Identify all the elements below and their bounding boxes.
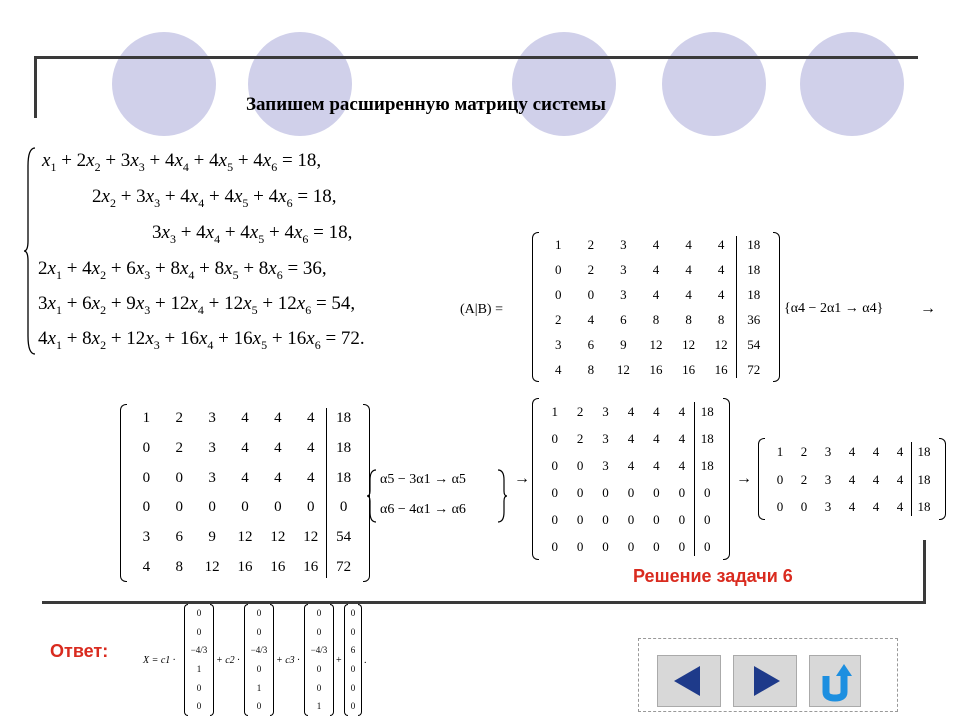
matrix-cell: 8 (685, 312, 692, 328)
vector-cell: −4/3 (310, 645, 328, 656)
matrix-cell: 9 (620, 337, 627, 353)
matrix-cell: 12 (714, 337, 728, 353)
matrix-cell: 0 (208, 499, 216, 516)
frame-left-line (34, 56, 37, 118)
matrix-cell: 0 (339, 499, 348, 516)
operation-2-brace-right (496, 468, 508, 524)
matrix-cell: 2 (175, 439, 184, 456)
vector-cell: 0 (316, 607, 322, 618)
matrix-cell: 12 (237, 528, 253, 545)
arrow-1: → (920, 300, 936, 317)
matrix-cell: 4 (848, 498, 856, 514)
matrix-cell: 18 (917, 444, 931, 460)
matrix-cell: 4 (896, 471, 904, 487)
matrix-cell: 4 (848, 444, 856, 460)
matrix-cell: 16 (649, 362, 663, 378)
vector-cell: −4/3 (250, 645, 268, 656)
vector-cell: 0 (256, 607, 262, 618)
matrix-cell: 2 (576, 431, 584, 447)
matrix-cell: 3 (208, 439, 216, 456)
solution-label: Решение задачи 6 (633, 566, 793, 586)
matrix-cell: 0 (551, 485, 558, 501)
matrix-cell: 4 (896, 444, 904, 460)
equation-5: $3x_1 + 6x_2 + 9x_3 + 12x_4 + 12x_5 + 12x_6 = 54$, (38, 293, 356, 317)
matrix-cell: 4 (652, 262, 660, 278)
vector-cell: 0 (196, 682, 202, 693)
vector-cell: −4/3 (190, 645, 208, 656)
matrix-cell: 18 (700, 404, 714, 420)
matrix-cell: 0 (576, 485, 584, 501)
matrix-cell: 18 (700, 458, 714, 474)
vector-cell: 0 (196, 626, 202, 637)
matrix-cell: 4 (306, 439, 315, 456)
matrix-cell: 0 (800, 498, 808, 514)
matrix-cell: 0 (653, 485, 660, 501)
decor-circle-3 (512, 32, 616, 136)
vector-cell: 0 (350, 663, 356, 674)
matrix-cell: 4 (627, 404, 635, 420)
matrix-cell: 0 (627, 539, 635, 555)
matrix-cell: 18 (747, 237, 761, 253)
matrix-cell: 12 (303, 528, 319, 545)
matrix-cell: 72 (747, 362, 761, 378)
matrix-cell: 9 (208, 528, 216, 545)
system-brace (23, 146, 37, 356)
vector-cell: 0 (350, 626, 356, 637)
matrix-cell: 4 (652, 237, 660, 253)
matrix-cell: 4 (678, 431, 686, 447)
matrix-cell: 8 (652, 312, 660, 328)
matrix-cell: 0 (142, 439, 151, 456)
answer-plus-c2: + c2 · (216, 655, 240, 666)
decor-circle-1 (112, 32, 216, 136)
matrix-cell: 0 (653, 512, 660, 528)
matrix-cell: 4 (685, 287, 692, 303)
matrix-cell: 0 (678, 539, 686, 555)
matrix-cell: 0 (602, 512, 609, 528)
matrix-cell: 2 (587, 262, 595, 278)
vector-cell: 0 (350, 701, 356, 712)
matrix-cell: 0 (576, 539, 584, 555)
matrix-4 (758, 438, 946, 520)
forward-button[interactable] (733, 655, 797, 707)
equation-1: $x_1 + 2x_2 + 3x_3 + 4x_4 + 4x_5 + 4x_6 = 18$, (42, 150, 322, 174)
matrix-cell: 3 (602, 431, 609, 447)
matrix-cell: 0 (704, 512, 711, 528)
matrix-cell: 0 (175, 469, 184, 486)
matrix-cell: 0 (142, 499, 151, 516)
matrix-cell: 4 (142, 558, 151, 575)
matrix-cell: 4 (241, 439, 249, 456)
matrix-cell: 4 (627, 458, 635, 474)
matrix-cell: 4 (685, 237, 692, 253)
matrix-cell: 1 (776, 444, 784, 460)
matrix-cell: 0 (704, 539, 711, 555)
matrix-cell: 0 (576, 512, 584, 528)
matrix-cell: 4 (627, 431, 635, 447)
matrix-cell: 12 (616, 362, 630, 378)
matrix-cell: 0 (555, 262, 562, 278)
matrix-cell: 3 (208, 410, 216, 427)
matrix-cell: 3 (620, 287, 627, 303)
matrix-cell: 4 (848, 471, 856, 487)
matrix-cell: 3 (824, 498, 832, 514)
vector-cell: 0 (316, 663, 322, 674)
matrix-cell: 4 (896, 498, 904, 514)
matrix-cell: 0 (602, 539, 609, 555)
matrix-cell: 4 (555, 362, 562, 378)
matrix-cell: 12 (682, 337, 696, 353)
matrix-cell: 4 (653, 404, 660, 420)
matrix-cell: 0 (274, 499, 282, 516)
matrix-cell: 0 (551, 431, 558, 447)
matrix-cell: 1 (555, 237, 562, 253)
matrix-cell: 0 (704, 485, 711, 501)
decor-circle-5 (800, 32, 904, 136)
matrix-cell: 2 (800, 444, 808, 460)
matrix-cell: 3 (208, 469, 216, 486)
back-button[interactable] (657, 655, 721, 707)
vector-cell: 0 (256, 626, 262, 637)
operation-2a: α5 − 3α1 → α5 (380, 472, 466, 487)
matrix-cell: 0 (627, 485, 635, 501)
matrix-cell: 4 (587, 312, 595, 328)
matrix-cell: 3 (620, 237, 627, 253)
matrix-cell: 16 (682, 362, 696, 378)
matrix-cell: 0 (555, 287, 562, 303)
answer-vector-1 (184, 604, 214, 716)
matrix-cell: 16 (714, 362, 728, 378)
matrix-cell: 0 (602, 485, 609, 501)
frame-bottom-line (42, 601, 926, 604)
matrix-cell: 8 (175, 558, 184, 575)
vector-cell: 1 (316, 701, 322, 712)
operation-2-brace (366, 468, 378, 524)
matrix-cell: 8 (717, 312, 725, 328)
matrix-cell: 4 (872, 498, 880, 514)
matrix-cell: 16 (270, 558, 286, 575)
answer-vector-2 (244, 604, 274, 716)
matrix-cell: 0 (551, 539, 558, 555)
matrix-cell: 4 (274, 439, 282, 456)
matrix-cell: 18 (747, 262, 761, 278)
arrow-right-icon (734, 656, 796, 706)
matrix-cell: 4 (872, 471, 880, 487)
answer-plus: + (336, 655, 342, 666)
matrix-cell: 18 (336, 410, 352, 427)
decor-circle-2 (248, 32, 352, 136)
matrix-cell: 4 (306, 410, 315, 427)
answer-plus-c3: + c3 · (276, 655, 300, 666)
vector-cell: 0 (350, 607, 356, 618)
matrix-cell: 18 (336, 439, 352, 456)
matrix-cell: 4 (678, 404, 686, 420)
matrix-cell: 8 (587, 362, 595, 378)
vector-cell: 1 (256, 682, 262, 693)
matrix-cell: 3 (824, 471, 832, 487)
vector-cell: 0 (316, 682, 322, 693)
answer-period: . (364, 655, 367, 666)
matrix-cell: 3 (142, 528, 151, 545)
matrix-cell: 4 (241, 469, 249, 486)
matrix-cell: 3 (824, 444, 832, 460)
matrix-cell: 0 (776, 471, 784, 487)
matrix-cell: 4 (678, 458, 686, 474)
matrix-cell: 36 (747, 312, 761, 328)
matrix-cell: 0 (551, 512, 558, 528)
matrix-cell: 1 (142, 410, 151, 427)
matrix-cell: 12 (204, 558, 220, 575)
matrix-cell: 18 (917, 498, 931, 514)
matrix-cell: 0 (776, 498, 784, 514)
matrix-cell: 4 (274, 410, 282, 427)
matrix-cell: 0 (587, 287, 595, 303)
matrix-cell: 2 (587, 237, 595, 253)
nav-panel (638, 638, 898, 712)
matrix-cell: 4 (274, 469, 282, 486)
answer-vector-3 (304, 604, 334, 716)
ab-label: (A|B) = (460, 302, 503, 317)
matrix-cell: 2 (576, 404, 584, 420)
frame-top-line (34, 56, 918, 59)
matrix-cell: 4 (717, 237, 725, 253)
matrix-cell: 1 (551, 404, 558, 420)
matrix-cell: 0 (627, 512, 635, 528)
matrix-cell: 4 (652, 287, 660, 303)
equation-4: $2x_1 + 4x_2 + 6x_3 + 8x_4 + 8x_5 + 8x_6 = 36$, (38, 258, 327, 282)
matrix-cell: 4 (717, 262, 725, 278)
arrow-3: → (736, 470, 752, 487)
matrix-cell: 4 (872, 444, 880, 460)
vector-cell: 0 (350, 682, 356, 693)
matrix-cell: 0 (241, 499, 249, 516)
matrix-cell: 0 (678, 512, 686, 528)
vector-cell: 0 (256, 663, 262, 674)
matrix-cell: 6 (620, 312, 627, 328)
vector-cell: 1 (196, 663, 202, 674)
matrix-cell: 18 (700, 431, 714, 447)
matrix-cell: 6 (175, 528, 184, 545)
equation-6: $4x_1 + 8x_2 + 12x_3 + 16x_4 + 16x_5 + 16x_6 = 72$. (38, 328, 365, 352)
answer-vector-4 (344, 604, 362, 716)
operation-2b: α6 − 4α1 → α6 (380, 502, 466, 517)
matrix-cell: 0 (678, 485, 686, 501)
matrix-1 (532, 232, 780, 382)
decor-circle-4 (662, 32, 766, 136)
matrix-2 (120, 404, 370, 582)
matrix-cell: 0 (175, 499, 184, 516)
matrix-cell: 0 (142, 469, 151, 486)
return-icon (810, 656, 860, 706)
return-button[interactable] (809, 655, 861, 707)
matrix-cell: 4 (241, 410, 249, 427)
matrix-cell: 4 (653, 458, 660, 474)
matrix-cell: 12 (649, 337, 663, 353)
matrix-cell: 4 (653, 431, 660, 447)
equation-3: $3x_3 + 4x_4 + 4x_5 + 4x_6 = 18$, (152, 222, 353, 246)
matrix-cell: 16 (237, 558, 253, 575)
matrix-cell: 3 (555, 337, 562, 353)
vector-cell: 0 (196, 607, 202, 618)
arrow-2: → (514, 470, 530, 487)
vector-cell: 0 (196, 701, 202, 712)
matrix-cell: 3 (602, 404, 609, 420)
matrix-cell: 18 (747, 287, 761, 303)
matrix-3 (532, 398, 730, 560)
vector-cell: 0 (316, 626, 322, 637)
frame-right-line (923, 540, 926, 604)
answer-lhs: X = c1 · (143, 655, 176, 666)
matrix-cell: 6 (587, 337, 595, 353)
matrix-cell: 2 (800, 471, 808, 487)
vector-cell: 6 (350, 645, 356, 656)
matrix-cell: 2 (175, 410, 184, 427)
matrix-cell: 3 (602, 458, 609, 474)
matrix-cell: 4 (306, 469, 315, 486)
matrix-cell: 0 (306, 499, 315, 516)
matrix-cell: 18 (917, 471, 931, 487)
matrix-cell: 0 (551, 458, 558, 474)
arrow-left-icon (658, 656, 720, 706)
matrix-cell: 0 (653, 539, 660, 555)
answer-label: Ответ: (50, 641, 109, 661)
page-title: Запишем расширенную матрицу системы (246, 94, 606, 115)
matrix-cell: 2 (555, 312, 562, 328)
matrix-cell: 4 (685, 262, 692, 278)
matrix-cell: 72 (336, 558, 352, 575)
matrix-cell: 54 (336, 528, 352, 545)
matrix-cell: 54 (747, 337, 761, 353)
matrix-cell: 18 (336, 469, 352, 486)
matrix-cell: 12 (270, 528, 286, 545)
matrix-cell: 16 (303, 558, 319, 575)
matrix-cell: 3 (620, 262, 627, 278)
equation-2: $2x_2 + 3x_3 + 4x_4 + 4x_5 + 4x_6 = 18$, (92, 186, 337, 210)
operation-1: {α4 − 2α1 → α4} (784, 301, 884, 316)
matrix-cell: 0 (576, 458, 584, 474)
vector-cell: 0 (256, 701, 262, 712)
matrix-cell: 4 (717, 287, 725, 303)
